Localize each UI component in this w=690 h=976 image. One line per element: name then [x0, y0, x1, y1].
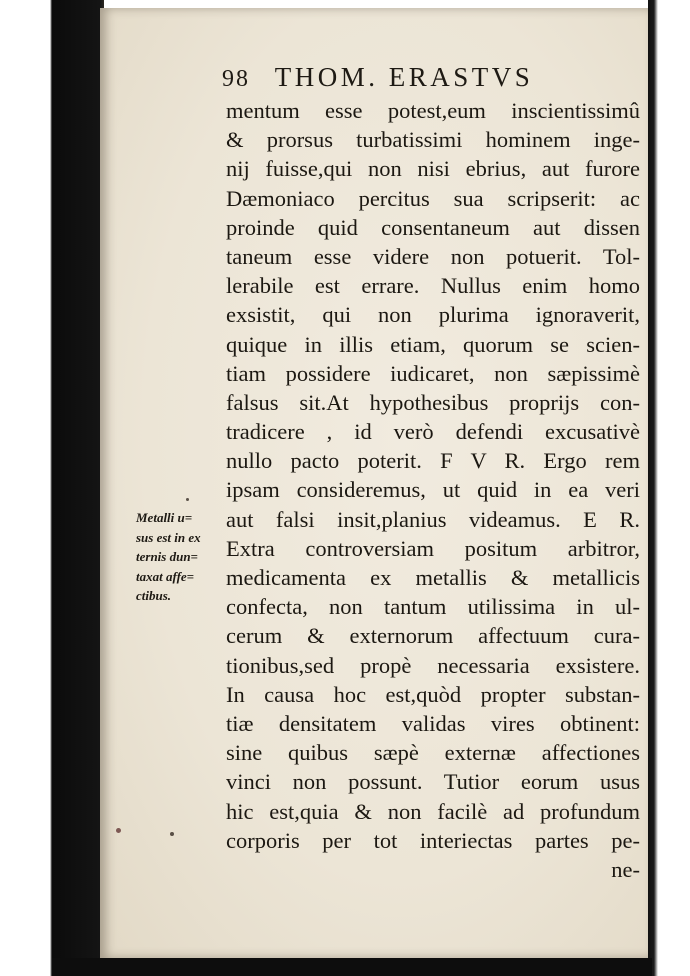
text-line: quique in illis etiam, quorum se scien- [226, 331, 640, 357]
running-head: THOM. ERASTVS [274, 62, 534, 92]
margin-note-line: Metalli u= [136, 510, 193, 525]
text-line: Extra controversiam positum arbitror, [226, 535, 640, 561]
ink-speck [116, 828, 121, 833]
text-line: lerabile est errare. Nullus enim homo [226, 273, 640, 299]
text-line: proinde quid consentaneum aut dissen [226, 214, 640, 240]
text-line: tiæ densitatem validas vires obtinent: [226, 710, 640, 736]
margin-note-line: sus est in ex [136, 529, 201, 545]
body-text [226, 96, 640, 884]
text-line: corporis per tot interiectas partes pe- [226, 827, 640, 853]
text-line: tionibus,sed propè necessaria exsistere. [226, 652, 640, 678]
text-line: hic est,quia & non facilè ad profundum [226, 798, 640, 824]
page-number: 98 [222, 66, 250, 92]
right-edge [648, 0, 690, 976]
text-line: confecta, non tantum utilissima in ul- [226, 594, 640, 620]
ink-speck [186, 498, 189, 501]
text-line: tiam possidere iudicaret, non sæpissimè [226, 360, 640, 386]
page-header [222, 62, 642, 96]
ink-speck [170, 832, 174, 836]
text-line: medicamenta ex metallis & metallicis [226, 565, 640, 590]
text-line: & prorsus turbatissimi hominem inge- [226, 127, 640, 153]
margin-note-line: taxat affe= [136, 568, 195, 584]
text-line: tradicere , id verò defendi excusativè [226, 419, 640, 445]
binding-gutter [0, 0, 104, 976]
text-line: exsistit, qui non plurima ignoraverit, [226, 302, 640, 328]
text-line: ne- [611, 856, 640, 882]
margin-note-line: ctibus. [136, 588, 172, 603]
margin-note [136, 508, 226, 606]
text-line: taneum esse videre non potuerit. Tol- [226, 243, 640, 269]
text-line: nullo pacto poterit. F V R. Ergo rem [226, 448, 640, 474]
text-line: cerum & externorum affectuum cura- [226, 623, 640, 649]
margin-note-line: ternis dun= [136, 549, 198, 564]
bottom-edge [52, 958, 652, 976]
text-line: sine quibus sæpè externæ affectiones [226, 740, 640, 766]
text-line: nij fuisse,qui non nisi ebrius, aut furore [226, 156, 640, 182]
text-line: Dæmoniaco percitus sua scripserit: ac [226, 185, 640, 211]
text-line: aut falsi insit,planius videamus. E R. [226, 506, 640, 532]
text-line: falsus sit.At hypothesibus proprijs con- [226, 389, 640, 415]
text-line: In causa hoc est,quòd propter substan- [226, 681, 640, 707]
text-line: vinci non possunt. Tutior eorum usus [226, 769, 640, 795]
text-line: mentum esse potest,eum inscientissimû [226, 98, 640, 123]
text-line: ipsam consideremus, ut quid in ea veri [226, 477, 640, 503]
